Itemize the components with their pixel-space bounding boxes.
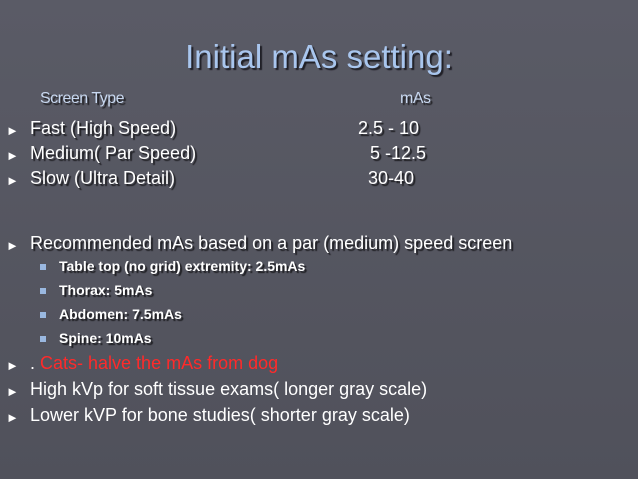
arrow-bullet-icon: ► bbox=[6, 123, 19, 138]
screen-type-mas: 2.5 - 10 bbox=[358, 118, 420, 138]
recommended-item: Table top (no grid) extremity: 2.5mAs bbox=[59, 258, 306, 274]
arrow-bullet-icon: ► bbox=[6, 173, 19, 188]
screen-type-mas: 5 -12.5 bbox=[370, 143, 427, 163]
column-header-mas: mAs bbox=[400, 90, 431, 107]
cats-note bbox=[30, 353, 278, 374]
screen-type-name: Fast (High Speed) bbox=[30, 118, 177, 138]
slide-title: Initial mAs setting: bbox=[185, 38, 453, 75]
cats-note-prefix: . bbox=[30, 353, 36, 373]
screen-type-name: Slow (Ultra Detail) bbox=[30, 168, 176, 188]
recommended-item: Spine: 10mAs bbox=[59, 330, 152, 346]
screen-type-name: Medium( Par Speed) bbox=[30, 143, 197, 163]
recommended-item: Abdomen: 7.5mAs bbox=[59, 306, 182, 322]
recommended-text: Recommended mAs based on a par (medium) speed screen bbox=[30, 233, 513, 253]
screen-type-mas: 30-40 bbox=[368, 168, 415, 188]
arrow-bullet-icon: ► bbox=[6, 384, 19, 399]
low-kvp-note: Lower kVP for bone studies( shorter gray scale) bbox=[30, 405, 410, 425]
square-bullet-icon bbox=[40, 288, 46, 294]
arrow-bullet-icon: ► bbox=[6, 410, 19, 425]
arrow-bullet-icon: ► bbox=[6, 358, 19, 373]
square-bullet-icon bbox=[40, 336, 46, 342]
arrow-bullet-icon: ► bbox=[6, 148, 19, 163]
recommended-item: Thorax: 5mAs bbox=[59, 282, 153, 298]
square-bullet-icon bbox=[40, 264, 46, 270]
arrow-bullet-icon: ► bbox=[6, 238, 19, 253]
square-bullet-icon bbox=[40, 312, 46, 318]
column-header-screen-type: Screen Type bbox=[40, 90, 125, 107]
high-kvp-note: High kVp for soft tissue exams( longer gray scale) bbox=[30, 379, 428, 399]
cats-note-text: Cats- halve the mAs from dog bbox=[35, 353, 279, 373]
